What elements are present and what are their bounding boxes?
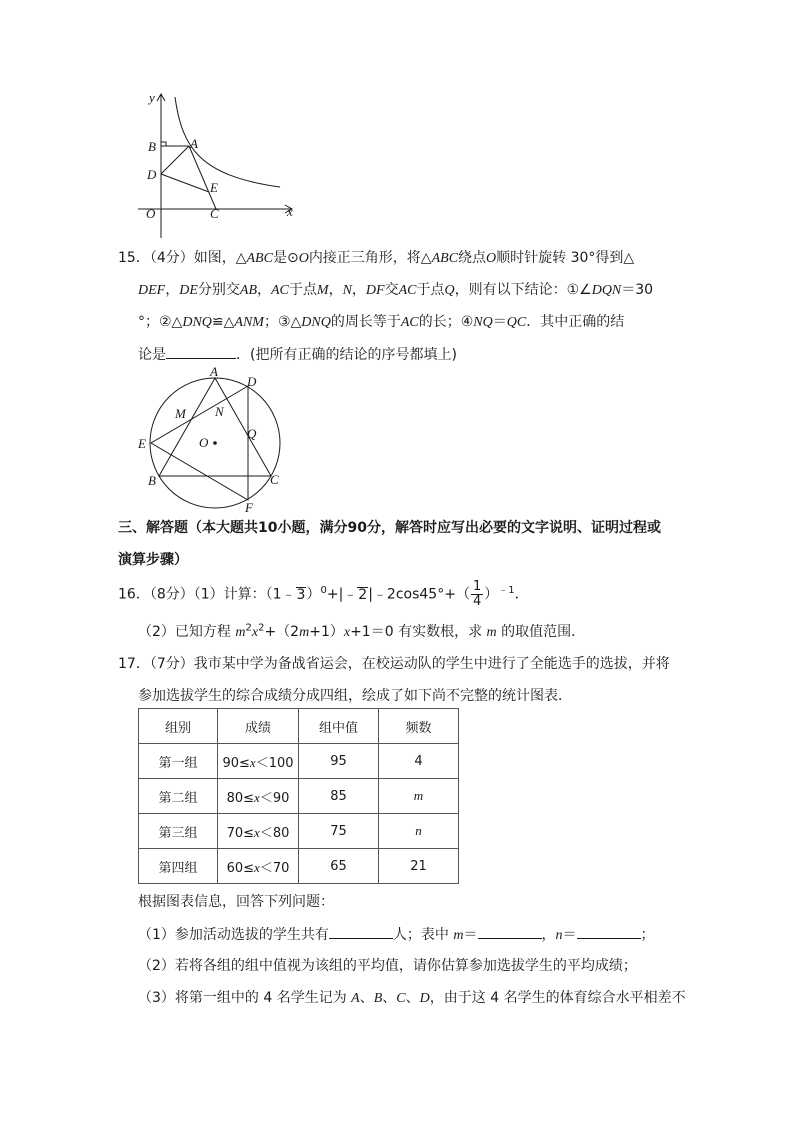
label-a: A	[190, 136, 198, 151]
header-midpoint: 组中值	[299, 709, 379, 744]
table-row: 第四组 60≤x＜70 65 21	[139, 849, 459, 884]
figure-15-circle	[133, 362, 293, 514]
section-3-heading-cont: 演算步骤）	[118, 552, 188, 568]
q16-part-2: （2）已知方程 $m^2x^2+(2m+1)x+1=0$ 有实数根，求 m 的取值范围．	[138, 622, 586, 640]
table-row: 第一组 90≤x＜100 95 4	[139, 744, 459, 779]
header-group: 组别	[139, 709, 218, 744]
frequency-table	[138, 708, 459, 884]
sqrt-2: 2	[358, 586, 368, 603]
table-row: 第二组 80≤x＜90 85 m	[139, 779, 459, 814]
label-x: x	[287, 204, 293, 219]
label-d: D	[247, 374, 257, 389]
label-b: B	[148, 473, 156, 488]
label-y: y	[149, 90, 155, 105]
q17-n-blank[interactable]	[577, 924, 641, 939]
label-a: A	[210, 364, 218, 379]
q17-line-2: 参加选拔学生的综合成绩分成四组，绘成了如下尚不完整的统计图表．	[138, 688, 572, 704]
segment-da	[161, 146, 189, 174]
q15-line-3: °；②△DNQ≌△ANM；③△DNQ的周长等于AC的长；④NQ＝QC．其中正确的结	[138, 314, 625, 330]
q17-total-blank[interactable]	[329, 924, 393, 939]
figure-14-hyperbola	[130, 88, 305, 240]
label-e: E	[210, 180, 218, 195]
segment-ac	[189, 146, 216, 209]
q17-sub-1: （1）参加活动选拔的学生共有 人；表中 m＝ ，n＝ ；	[138, 924, 655, 946]
center-point	[213, 441, 217, 445]
label-m: M	[175, 406, 186, 421]
label-c: C	[210, 206, 219, 221]
q15-line-2: DEF，DE分别交AB，AC于点M，N，DF交AC于点Q，则有以下结论：①∠DQN＝30	[138, 282, 654, 298]
label-d: D	[147, 167, 157, 182]
label-b: B	[148, 139, 156, 154]
q17-m-blank[interactable]	[478, 924, 542, 939]
label-q: Q	[247, 426, 257, 441]
q17-sub-3: （3）将第一组中的 4 名学生记为 A、B、C、D，由于这 4 名学生的体育综合水平相差不	[138, 990, 686, 1006]
header-score: 成绩	[218, 709, 299, 744]
q15-line-4: 论是 ．(把所有正确的结论的序号都填上)	[138, 344, 457, 365]
label-c: C	[270, 472, 279, 487]
header-frequency: 频数	[379, 709, 459, 744]
q15-line-1: 15．（4分）如图，△ABC是⊙O内接正三角形，将△ABC绕点O顺时针旋转 30°得到△	[118, 250, 635, 266]
q17-sub-2: （2）若将各组的组中值视为该组的平均值，请你估算参加选拔学生的平均成绩；	[138, 958, 637, 974]
label-o: O	[199, 435, 209, 450]
q17-line-1: 17．（7分）我市某中学为备战省运会，在校运动队的学生中进行了全能选手的选拔，并将	[118, 656, 670, 672]
label-f: F	[245, 500, 253, 514]
table-header-row	[139, 709, 459, 744]
right-angle-marker	[161, 142, 166, 146]
q16-part-1: 16．（8分）（1）计算：（1﹣3）$^0$+|﹣2|﹣2cos45°+（ $\frac{1}{4}$ ）$^{﹣1}$．	[118, 579, 529, 609]
fraction-one-quarter: $\frac{1}{4}$	[472, 579, 482, 609]
q17-intro: 根据图表信息，回答下列问题：	[138, 894, 334, 910]
section-3-heading: 三、解答题（本大题共10小题，满分90分，解答时应写出必要的文字说明、证明过程或	[118, 520, 661, 536]
label-o: O	[146, 206, 156, 221]
table-row: 第三组 70≤x＜80 75 n	[139, 814, 459, 849]
q15-answer-blank[interactable]	[166, 344, 236, 359]
label-n: N	[215, 404, 224, 419]
sqrt-3: 3	[296, 586, 306, 603]
label-e: E	[138, 436, 146, 451]
